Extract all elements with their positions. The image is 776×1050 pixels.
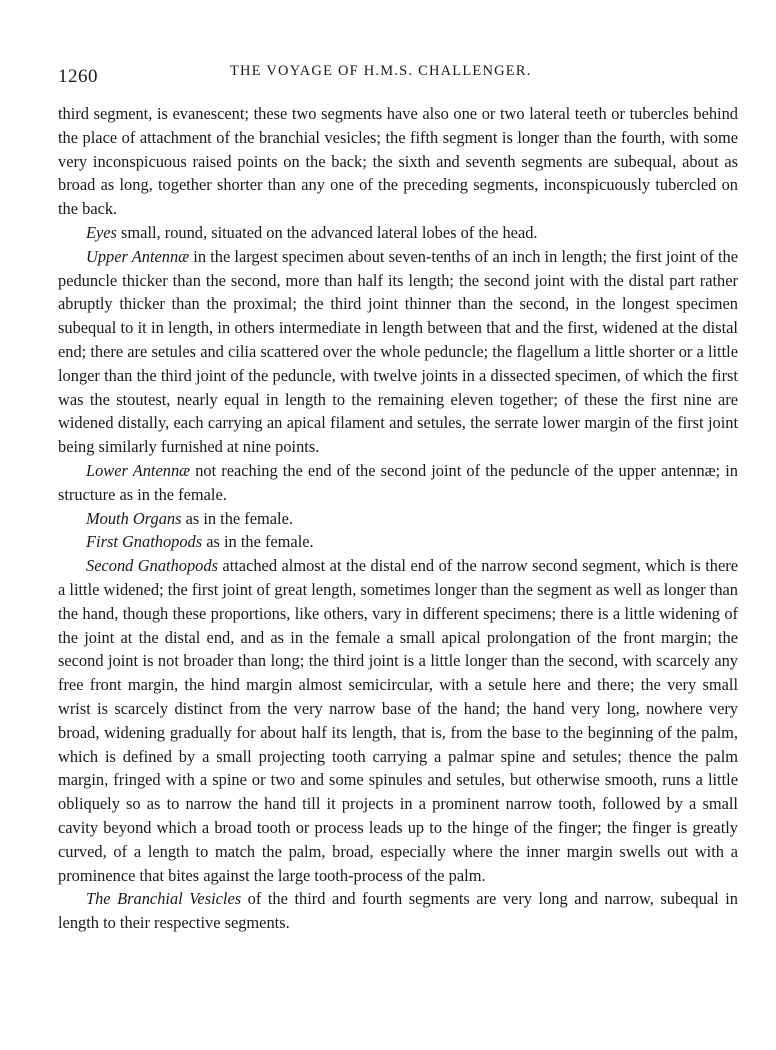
paragraph-eyes — [58, 221, 738, 245]
paragraph-text: attached almost at the distal end of the narrow second segment, which is there a little widened; the first joint of great length, sometimes longer than the segment as well as longer than the hand, though these proportions, like others, vary in different specimens; there is a little widening of the joint at the distal end, and as in the female a small apical prolongation of the front margin; the second joint is not broader than long; the third joint is a little longer than the second, with scarcely any free front margin, the hind margin almost semicircular, with a setule here and there; the very small wrist is scarcely distinct from the very narrow base of the hand; the hand very long, nowhere very broad, widening gradually for about half its length, that is, from the base to the beginning of the palm, which is defined by a small projecting tooth carrying a palmar spine and setules; thence the palm margin, fringed with a spine or two and some spinules and setules, but otherwise smooth, runs a little obliquely so as to narrow the hand till it projects in a prominent narrow tooth, followed by a small cavity beyond which a broad tooth or process leads up to the hinge of the finger; the finger is greatly curved, of a length to match the palm, broad, especially where the inner margin swells out with a prominence that bites against the large tooth-process of the palm. — [58, 556, 738, 885]
paragraph-heading: Eyes — [86, 222, 117, 242]
page-number: 1260 — [58, 66, 98, 87]
paragraph-lower-antennae — [58, 459, 738, 507]
paragraph-branchial-vesicles — [58, 887, 738, 935]
paragraph-text: in the largest specimen about seven-tenths of an inch in length; the first joint of the peduncle thicker than the second, more than half its length; the second joint with the distal part rather abruptly thicker than the proximal; the third joint thinner than the second, in the longest specimen subequal to it in length, in others intermediate in length between that and the first, widened at the distal end; there are setules and cilia scattered over the whole peduncle; the flagellum a little shorter or a little longer than the third joint of the peduncle, with twelve joints in a dissected specimen, of which the first was the stoutest, nearly equal in length to the remaining eleven together; of these the first nine are widened distally, each carrying an apical filament and setules, the serrate lower margin of the first joint being similarly furnished at nine points. — [58, 246, 738, 457]
paragraph-heading: First Gnathopods — [86, 532, 203, 552]
body-text — [58, 102, 738, 935]
paragraph-heading: Mouth Organs — [86, 508, 182, 528]
paragraph-heading: Upper Antennæ — [86, 246, 190, 266]
paragraph-continuation — [58, 102, 738, 221]
page — [58, 56, 738, 935]
paragraph-text: small, round, situated on the advanced lateral lobes of the head. — [116, 222, 538, 242]
paragraph-text: of the third and fourth segments are very long and narrow, subequal in length to their respective segments. — [58, 889, 738, 933]
paragraph-text: third segment, is evanescent; these two segments have also one or two lateral teeth or tubercles behind the place of attachment of the branchial vesicles; the fifth segment is longer than the fourth, with some very inconspicuous raised points on the back; the sixth and seventh segments are subequal, about as broad as long, together shorter than any one of the preceding segments, inconspicuously tubercled on the back. — [58, 104, 738, 219]
paragraph-mouth-organs — [58, 507, 738, 531]
paragraph-upper-antennae — [58, 245, 738, 459]
paragraph-first-gnathopods — [58, 530, 738, 554]
page-header — [58, 56, 738, 90]
running-title: THE VOYAGE OF H.M.S. CHALLENGER. — [230, 63, 532, 79]
paragraph-second-gnathopods — [58, 554, 738, 887]
paragraph-text: not reaching the end of the second joint of the peduncle of the upper antennæ; in structure as in the female. — [58, 460, 738, 504]
paragraph-text: as in the female. — [181, 508, 293, 528]
paragraph-heading: The Branchial Vesicles — [86, 889, 242, 909]
paragraph-text: as in the female. — [202, 532, 314, 552]
paragraph-heading: Second Gnathopods — [86, 556, 218, 576]
paragraph-heading: Lower Antennæ — [86, 460, 191, 480]
